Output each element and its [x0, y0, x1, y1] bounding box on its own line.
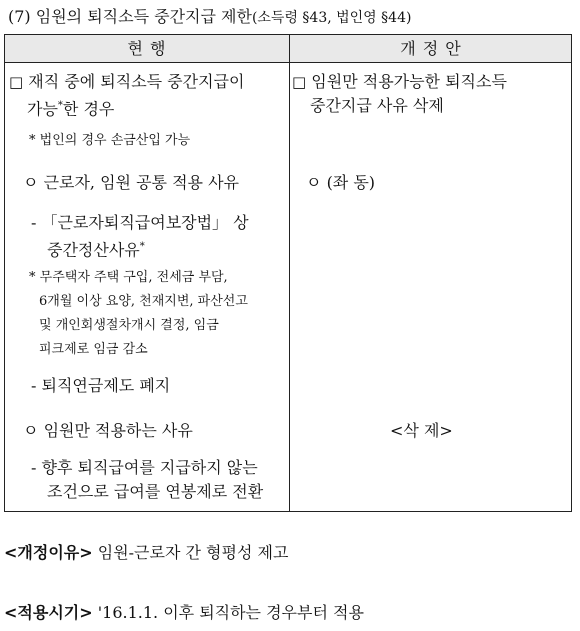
current-item-3 — [31, 211, 249, 235]
dash-marker: - — [31, 458, 37, 477]
current-item-5 — [23, 419, 193, 443]
circle-marker: ㅇ — [23, 421, 39, 440]
current-item-1-line1: 재직 중에 퇴직소득 중간지급이 — [28, 72, 245, 91]
current-item-2 — [23, 171, 239, 195]
proposed-item-1-line2: 중간지급 사유 삭제 — [310, 96, 444, 115]
current-item-4-text: 퇴직연금제도 폐지 — [41, 376, 171, 395]
effective-date — [4, 600, 364, 623]
proposed-item-2-text: (좌 동) — [326, 173, 376, 192]
revision-reason-text: 임원-근로자 간 형평성 제고 — [97, 543, 289, 562]
section-reference: (소득령 §43, 법인영 §44) — [251, 10, 412, 26]
current-footnote-2-line3: 및 개인회생절차개시 결정, 임금 — [39, 318, 219, 333]
proposed-item-2 — [306, 171, 375, 195]
current-footnote-1 — [29, 129, 190, 153]
effective-date-label: <적용시기> — [4, 603, 93, 622]
current-footnote-2 — [29, 266, 228, 290]
current-item-6 — [31, 456, 258, 480]
header-current: 현 행 — [127, 39, 167, 58]
current-item-1-cont — [27, 94, 114, 121]
current-item-5-text: 임원만 적용하는 사유 — [43, 421, 193, 440]
footnote-star: * — [57, 100, 63, 111]
section-title-text: (7) 임원의 퇴직소득 중간지급 제한 — [8, 7, 252, 26]
current-item-3-line2: 중간정산사유 — [47, 240, 140, 260]
dash-marker: - — [31, 376, 37, 395]
current-item-1-line2: 가능 — [27, 99, 58, 119]
column-current — [5, 63, 289, 511]
proposed-item-3: <삭 제> — [390, 421, 453, 440]
current-item-1-line2-rest: 한 경우 — [62, 99, 115, 119]
revision-reason — [4, 540, 288, 563]
proposed-item-1 — [292, 70, 507, 94]
box-marker: □ — [9, 73, 24, 91]
current-footnote-2-line2: 6개월 이상 요양, 천재지변, 파산선고 — [39, 294, 248, 309]
current-footnote-2-line1: 무주택자 주택 구입, 전세금 부담, — [39, 270, 228, 285]
current-item-6-line2: 조건으로 급여를 연봉제로 전환 — [47, 482, 264, 501]
current-item-1 — [9, 70, 244, 94]
proposed-item-1-line1: 임원만 적용가능한 퇴직소득 — [311, 72, 507, 91]
current-item-3-line1: 「근로자퇴직급여보장법」 상 — [41, 213, 249, 232]
circle-marker: ㅇ — [306, 173, 322, 192]
current-item-6-line1: 향후 퇴직급여를 지급하지 않는 — [41, 458, 258, 477]
column-proposed — [290, 63, 572, 511]
current-item-2-text: 근로자, 임원 공통 적용 사유 — [43, 173, 240, 192]
comparison-table — [4, 34, 572, 512]
circle-marker: ㅇ — [23, 173, 39, 192]
current-footnote-1-text: 법인의 경우 손금산입 가능 — [39, 133, 191, 148]
footnote-star: * — [139, 241, 145, 252]
footnote-star: * — [29, 133, 36, 148]
dash-marker: - — [31, 213, 37, 232]
header-proposed: 개 정 안 — [400, 39, 462, 58]
box-marker: □ — [292, 73, 307, 91]
effective-date-text: '16.1.1. 이후 퇴직하는 경우부터 적용 — [97, 603, 364, 622]
table-header — [5, 35, 571, 63]
section-title — [8, 4, 411, 27]
revision-reason-label: <개정이유> — [4, 543, 93, 562]
current-footnote-2-line4: 피크제로 임금 감소 — [39, 342, 148, 357]
current-item-3-cont — [47, 235, 145, 262]
footnote-star: * — [29, 270, 36, 285]
current-item-4 — [31, 374, 170, 398]
